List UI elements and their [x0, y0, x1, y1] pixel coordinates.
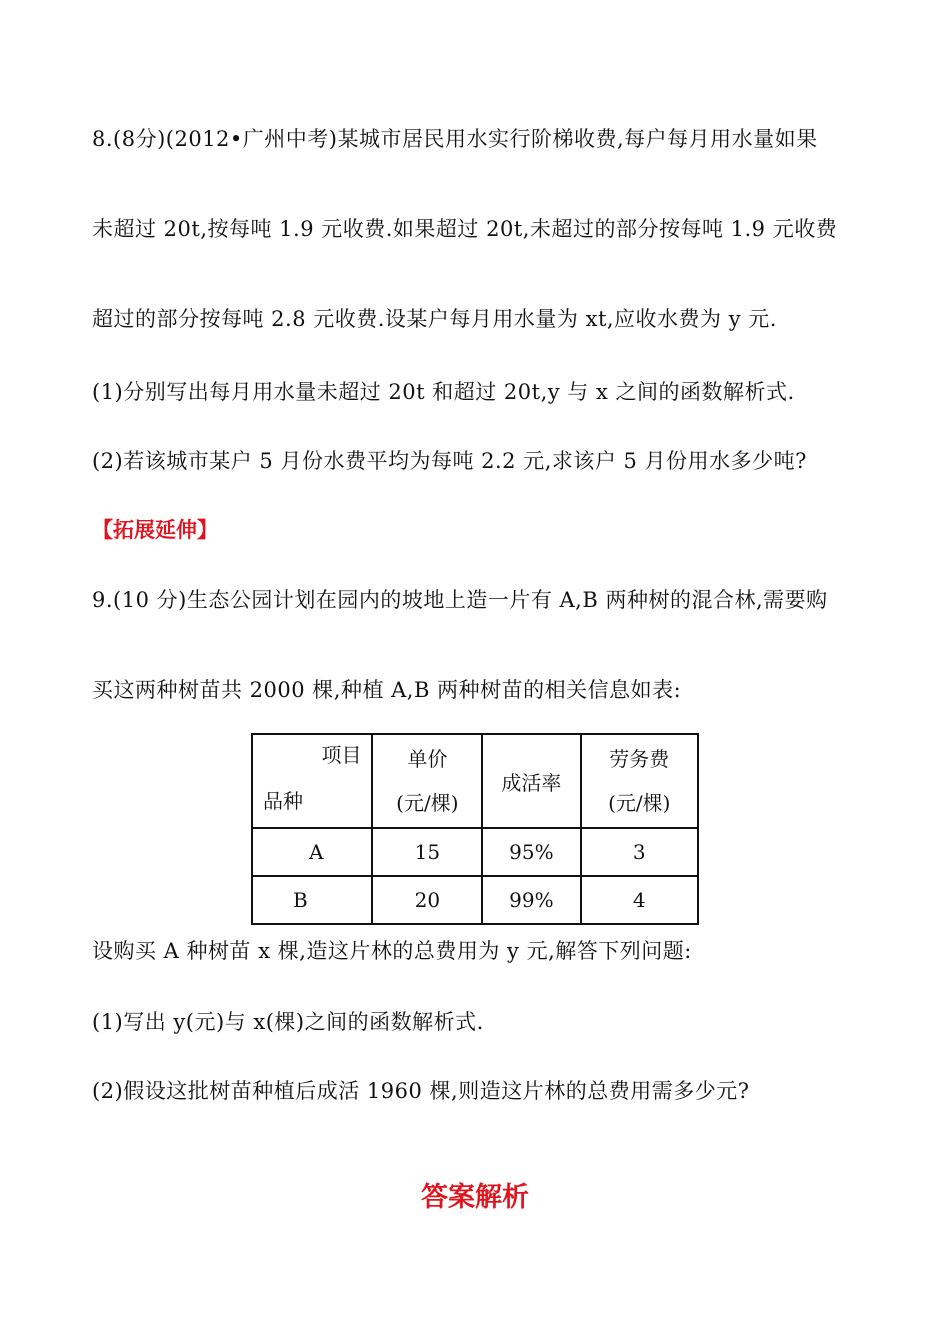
header-item-variety-cell: [252, 734, 372, 828]
table-header-row: [252, 734, 698, 828]
q8-line-2: 未超过 20t,按每吨 1.9 元收费.如果超过 20t,未超过的部分按每吨 1.9 元收费: [92, 217, 838, 241]
section-heading: 【拓展延伸】: [92, 518, 218, 542]
header-survival-cell: [482, 734, 580, 828]
survival-cell: 95%: [482, 828, 580, 876]
tree-info-table: [251, 733, 699, 925]
header-labor: 劳务费: [609, 747, 670, 771]
q9-line-3: 设购买 A 种树苗 x 棵,造这片林的总费用为 y 元,解答下列问题:: [92, 939, 692, 963]
q8-line-3: 超过的部分按每吨 2.8 元收费.设某户每月用水量为 xt,应收水费为 y 元.: [92, 307, 777, 331]
q9-line-2: 买这两种树苗共 2000 棵,种植 A,B 两种树苗的相关信息如表:: [92, 678, 682, 702]
price-cell: 15: [372, 828, 482, 876]
header-labor-unit: (元/棵): [608, 791, 671, 815]
price-cell: 20: [372, 876, 482, 924]
q9-line-1: 9.(10 分)生态公园计划在园内的坡地上造一片有 A,B 两种树的混合林,需要购: [92, 588, 828, 612]
q9-part-2: (2)假设这批树苗种植后成活 1960 棵,则造这片林的总费用需多少元?: [92, 1079, 750, 1103]
q8-part-2: (2)若该城市某户 5 月份水费平均为每吨 2.2 元,求该户 5 月份用水多少吨?: [92, 449, 807, 473]
header-variety: 品种: [263, 789, 303, 813]
survival-cell: 99%: [482, 876, 580, 924]
table-row: [252, 828, 698, 876]
header-price-unit: (元/棵): [396, 791, 459, 815]
table-row: [252, 876, 698, 924]
labor-cell: 4: [581, 876, 698, 924]
variety-cell: A: [252, 828, 372, 876]
variety-cell: B: [252, 876, 372, 924]
header-price: 单价: [407, 747, 448, 771]
header-survival: 成活率: [501, 770, 562, 795]
q9-part-1: (1)写出 y(元)与 x(棵)之间的函数解析式.: [92, 1010, 484, 1034]
header-labor-cell: [581, 734, 698, 828]
q8-part-1: (1)分别写出每月用水量未超过 20t 和超过 20t,y 与 x 之间的函数解析式.: [92, 380, 795, 404]
header-item: 项目: [321, 743, 362, 767]
header-price-cell: [372, 734, 482, 828]
q8-line-1: 8.(8分)(2012•广州中考)某城市居民用水实行阶梯收费,每户每月用水量如果: [92, 127, 818, 151]
answer-title: 答案解析: [421, 1182, 529, 1213]
labor-cell: 3: [581, 828, 698, 876]
